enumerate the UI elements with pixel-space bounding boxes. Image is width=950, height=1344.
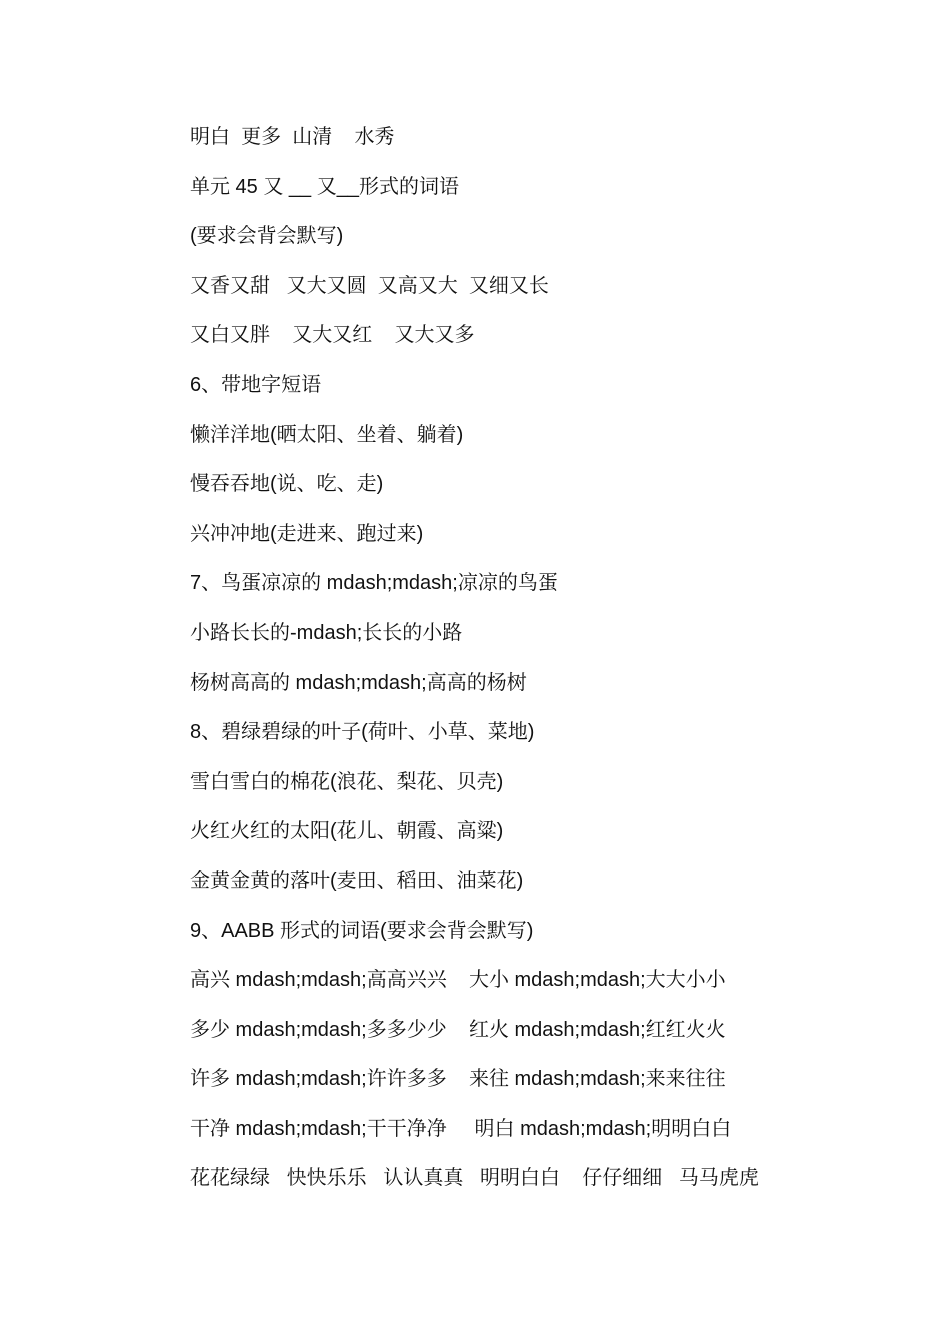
text-line: 许多 mdash;mdash;许许多多 来往 mdash;mdash;来来往往: [190, 1068, 726, 1091]
section-heading-6: 6、带地字短语: [190, 373, 322, 396]
text-line: 又白又胖 又大又红 又大又多: [190, 324, 475, 347]
text-line: 干净 mdash;mdash;干干净净 明白 mdash;mdash;明明白白: [190, 1117, 732, 1140]
section-heading-7: 7、鸟蛋凉凉的 mdash;mdash;凉凉的鸟蛋: [190, 572, 558, 595]
text-line: 金黄金黄的落叶(麦田、稻田、油菜花): [190, 869, 524, 892]
text-line: 杨树高高的 mdash;mdash;高高的杨树: [190, 671, 527, 694]
text-line: 慢吞吞地(说、吃、走): [190, 473, 384, 496]
text-line: 多少 mdash;mdash;多多少少 红火 mdash;mdash;红红火火: [190, 1018, 726, 1041]
section-heading-8: 8、碧绿碧绿的叶子(荷叶、小草、菜地): [190, 721, 535, 744]
text-line: 火红火红的太阳(花儿、朝霞、高粱): [190, 820, 504, 843]
text-line: 单元 45 又 __ 又__形式的词语: [190, 175, 459, 198]
text-line: 懒洋洋地(晒太阳、坐着、躺着): [190, 423, 464, 446]
text-line: 高兴 mdash;mdash;高高兴兴 大小 mdash;mdash;大大小小: [190, 969, 726, 992]
text-line: (要求会背会默写): [190, 225, 344, 248]
text-line: 小路长长的-mdash;长长的小路: [190, 621, 463, 644]
text-line: 花花绿绿 快快乐乐 认认真真 明明白白 仔仔细细 马马虎虎: [190, 1167, 759, 1190]
text-line: 兴冲冲地(走进来、跑过来): [190, 522, 424, 545]
section-heading-9: 9、AABB 形式的词语(要求会背会默写): [190, 919, 534, 942]
text-line: 又香又甜 又大又圆 又高又大 又细又长: [190, 274, 549, 297]
text-line: 明白 更多 山清 水秀: [190, 126, 395, 148]
document-body: [190, 113, 870, 1204]
text-line: 雪白雪白的棉花(浪花、梨花、贝壳): [190, 770, 504, 793]
